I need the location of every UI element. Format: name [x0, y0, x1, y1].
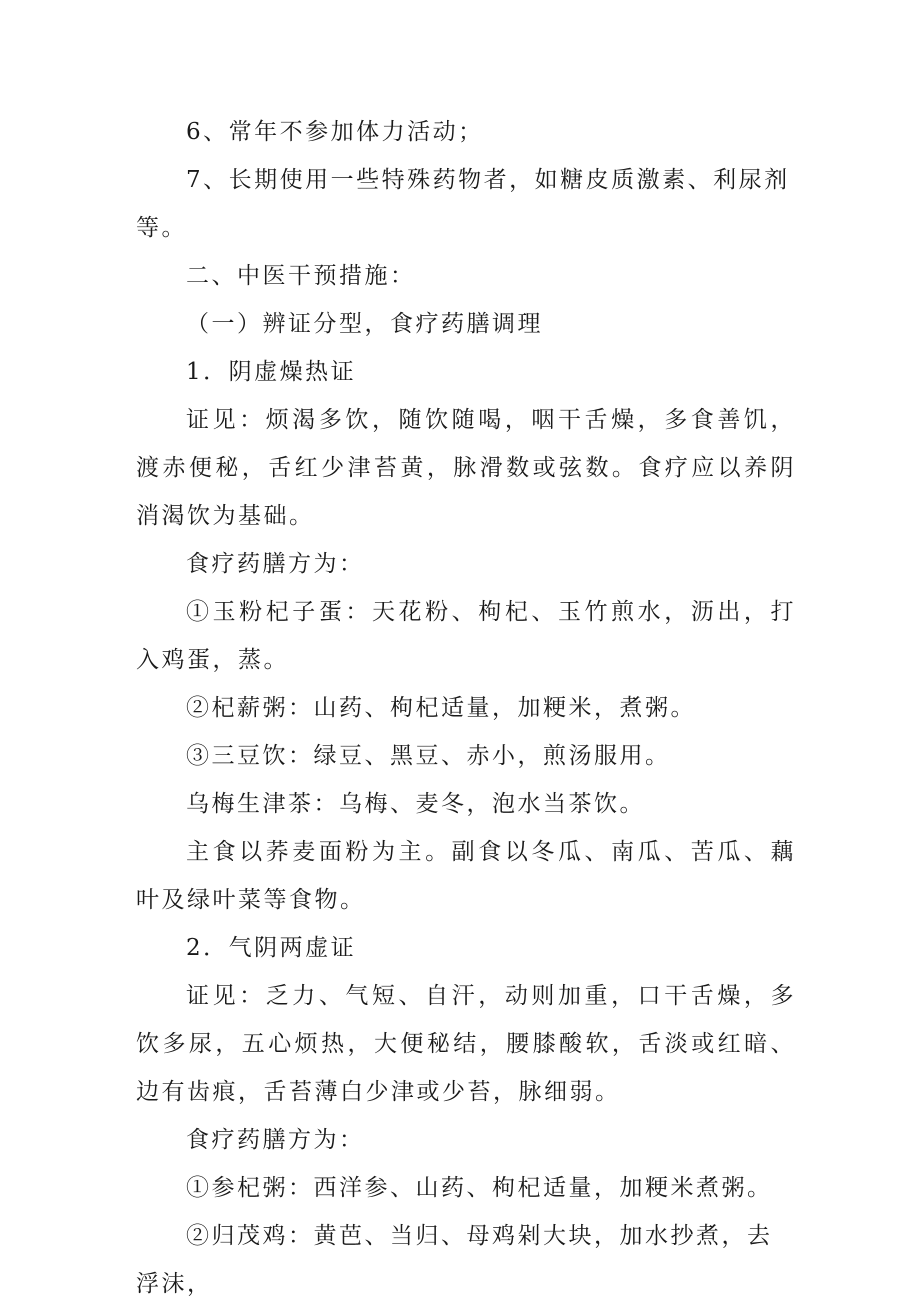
paragraph-recipe-1-4: 乌梅生津茶：乌梅、麦冬，泡水当茶饮。: [186, 791, 645, 817]
paragraph-recipe-1-2: ②杞薪粥：山药、枸杞适量，加粳米，煮粥。: [186, 695, 696, 721]
paragraph-recipe-intro-2: 食疗药膳方为：: [186, 1127, 365, 1153]
syndrome-heading-yin-deficiency: 1．阴虚燥热证: [186, 359, 357, 385]
paragraph-recipe-1-1: ①玉粉杞子蛋：天花粉、枸杞、玉竹煎水，沥出，打入鸡蛋，蒸。: [136, 599, 796, 673]
paragraph-recipe-2-2: ②归茂鸡：黄芭、当归、母鸡剁大块，加水抄煮，去浮沫，: [136, 1223, 773, 1297]
paragraph-staple-food: 主食以荞麦面粉为主。副食以冬瓜、南瓜、苦瓜、藕叶及绿叶菜等食物。: [136, 839, 796, 913]
paragraph-symptoms-1: 证见：烦渴多饮，随饮随喝，咽干舌燥，多食善饥，渡赤便秘，舌红少津苔黄，脉滑数或弦数。食疗应以养阴消渴饮为基础。: [136, 407, 796, 529]
paragraph-recipe-intro-1: 食疗药膳方为：: [186, 551, 365, 577]
paragraph-symptoms-2: 证见：乏力、气短、自汗，动则加重，口干舌燥，多饮多尿，五心烦热，大便秘结，腰膝酸软，舌淡或红暗、边有齿痕，舌苔薄白少津或少苔，脉细弱。: [136, 983, 796, 1105]
paragraph-recipe-2-1: ①参杞粥：西洋参、山药、枸杞适量，加粳米煮粥。: [186, 1175, 773, 1201]
section-heading-tcm-intervention: 二、中医干预措施：: [186, 263, 416, 289]
paragraph-risk-6: 6、常年不参加体力活动；: [186, 119, 484, 145]
subsection-heading-diet-therapy: （一）辨证分型，食疗药膳调理: [186, 311, 543, 337]
syndrome-heading-qi-yin-deficiency: 2．气阴两虚证: [186, 935, 357, 961]
document-body: [136, 108, 796, 1308]
paragraph-risk-7: 7、长期使用一些特殊药物者，如糖皮质激素、利尿剂等。: [136, 167, 790, 241]
paragraph-recipe-1-3: ③三豆饮：绿豆、黑豆、赤小，煎汤服用。: [186, 743, 671, 769]
